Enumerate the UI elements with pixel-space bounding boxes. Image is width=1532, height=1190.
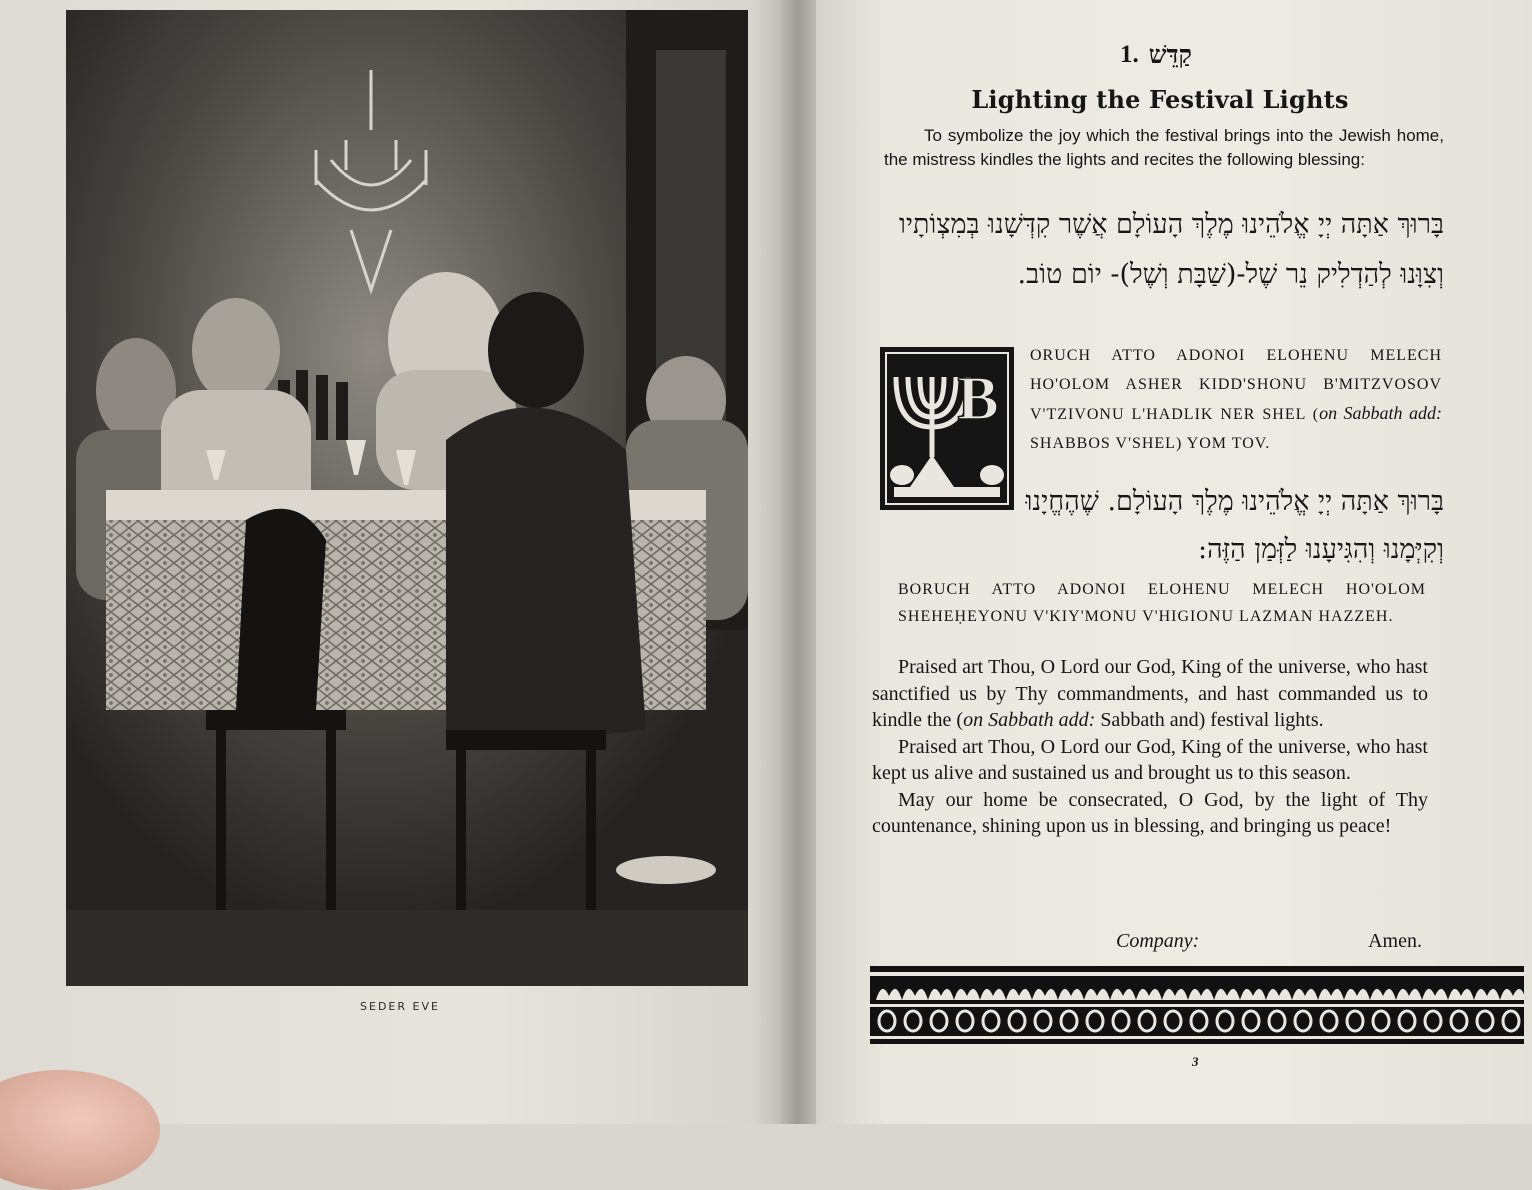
response-line (872, 930, 1422, 960)
seder-illustration (66, 10, 748, 986)
thumb (0, 1070, 160, 1190)
drop-cap-letter: B (957, 365, 999, 433)
english-1-end: Sabbath and) festival lights. (1095, 709, 1324, 731)
section-hebrew: קַדֵּשׁ (1148, 40, 1192, 69)
section-number: 1. (1120, 41, 1139, 68)
english-paragraph-1 (872, 654, 1428, 734)
transliteration-shehecheyanu: BORUCH ATTO ADONOI ELOHENU MELECH HO'OLOM SHEHEḤEYONU V'KIY'MONU V'HIGIONU LAZMAN HAZZEH. (898, 581, 1426, 625)
english-paragraph-2: Praised art Thou, O Lord our God, King of the universe, who hast kept us alive and sustained us and brought us to this season. (872, 735, 1428, 784)
english-1-start: Praised art Thou, O Lord our God, King of the universe, who hast sanctified us by Thy commandments, and hast commanded us to kindle the ( (872, 656, 1428, 731)
english-translation (872, 654, 1428, 840)
response-speaker: Company: (1116, 930, 1200, 952)
page-number: 3 (1192, 1054, 1199, 1069)
translit-1-end: SHABBOS V'SHEL) YOM TOV. (1030, 434, 1271, 452)
translit-1-note: on Sabbath add: (1319, 403, 1442, 423)
section-title: Lighting the Festival Lights (971, 85, 1349, 114)
response-text: Amen. (1368, 930, 1422, 952)
illustration-caption: SEDER EVE (360, 1000, 440, 1013)
section-heading (1120, 40, 1270, 70)
left-page (0, 0, 792, 1124)
english-1-note: on Sabbath add: (963, 709, 1096, 731)
right-page (816, 0, 1532, 1124)
transliteration-candles (1030, 342, 1442, 458)
hebrew-blessing-candles: בָּרוּךְ אַתָּה יְיָ אֱלֹהֵינוּ מֶלֶךְ הָעוֹלָם אֲשֶׁר קִדְּשָׁנוּ בְּמִצְוֹתָיו וְצִוָּנוּ לְהַדְלִיק נֵר שֶׁל-(שַׁבָּת וְשֶׁל)- יוֹם טוֹב. (898, 209, 1444, 290)
translit-1-start: ORUCH ATTO ADONOI ELOHENU MELECH HO'OLOM ASHER KIDD'SHONU B'MITZVOSOV V'TZIVONU L'HADLIK NER SHEL ( (1030, 347, 1442, 423)
intro-paragraph: To symbolize the joy which the festival brings into the Jewish home, the mistress kindles the lights and recites the following blessing: (884, 126, 1444, 169)
ornamental-border (870, 966, 1524, 1044)
menorah-drop-cap (880, 347, 1014, 510)
english-paragraph-3: May our home be consecrated, O God, by the light of Thy countenance, shining upon us in blessing, and bringing us peace! (872, 788, 1428, 837)
hebrew-blessing-shehecheyanu: בָּרוּךְ אַתָּה יְיָ אֱלֹהֵינוּ מֶלֶךְ הָעוֹלָם. שֶׁהֶחֱיָנוּ וְקִיְּמָנוּ וְהִגִּיעָנוּ לַזְּמַן הַזֶּה: (1025, 486, 1444, 565)
